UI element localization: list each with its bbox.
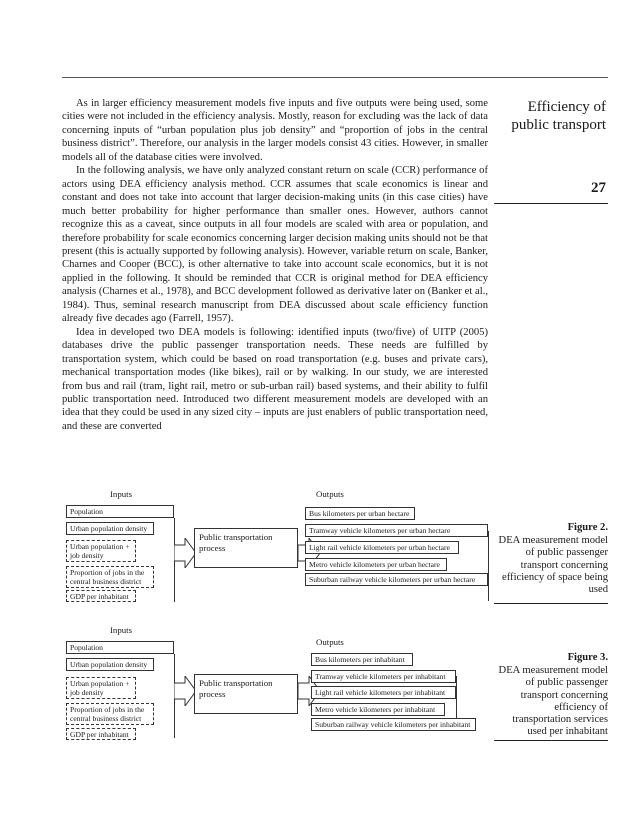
- fig3-arrow-in: [174, 676, 196, 706]
- figure-3-label: Figure 3.: [567, 652, 608, 663]
- fig2-input-gdp: GDP per inhabitant: [66, 590, 136, 602]
- fig3-input-population: Population: [66, 641, 174, 654]
- fig2-arrow-in: [174, 538, 196, 568]
- fig3-input-jobs-cbd: Proportion of jobs in the central business district: [66, 703, 154, 725]
- page-number: 27: [591, 180, 606, 196]
- figure-2-caption: DEA measurement model of public passenger transport concerning efficiency of space being used: [498, 535, 608, 596]
- fig3-input-gdp: GDP per inhabitant: [66, 728, 136, 740]
- paragraph-3: Idea in developed two DEA models is following: identified inputs (two/five) of UITP (2005) databases drive the public passenger transportation needs. These needs are fulfilled by transportation system, which could be based on road transportation (e.g. buses and private cars), mechanical transportation modes (like bikes), rail or by walking. In our study, we are interested from bus and rail (tram, light rail, metro or sub-urban rail) based systems, and their ability to fulfil public transportation need. Introduced two different measurement models are developed with an idea that they could be used in any sized city – inputs are just enablers of public transportation need, and these are converted: [62, 326, 488, 432]
- fig2-output-suburban: Suburban railway vehicle kilometers per urban hectare: [305, 573, 488, 586]
- paragraph-1: As in larger efficiency measurement models five inputs and five outputs were being used, some cities were not included in the efficiency analysis. Mostly, reason for excluding was the lack of data concerning inputs of “urban population plus job density” and “proportion of jobs in the central business district”. Therefore, our analysis in the larger models consist 43 cities. However, in smaller models all of the database cities were involved.: [62, 98, 488, 163]
- paragraph-2: In the following analysis, we have only analyzed constant return on scale (CCR) performance of actors using DEA efficiency analysis method. CCR assumes that scale economics is linear and constant and does not take into account that larger decision-making units (in this case cities) have much better probability for higher performance than smaller ones. However, authors cannot recognize this as a caveat, since outputs in all four models are scaled with area or population, and therefore probability for scale economics concerning larger decision making units should not be that present (this is actually supported by following analysis). However, variable return on scale, Banker, Charnes and Cooper (BCC), is other alternative to take into account scale economics, but it is not applied in the following. It should be reminded that CCR is original method for DEA efficiency analysis (Charnes et al., 1978), and BCC development followed as derivative later on (Banker et al., 1984). Thus, seminal research manuscript from DEA discussed about scale efficiency function already five decades ago (Farrell, 1957).: [62, 165, 489, 325]
- header-rule: [62, 77, 608, 78]
- fig2-input-urban-job-density: Urban population + job density: [66, 540, 136, 562]
- figure-2-rule: [494, 603, 608, 604]
- running-title: Efficiency of public transport: [511, 99, 606, 133]
- fig2-output-bus: Bus kilometers per urban hectare: [305, 507, 415, 520]
- figure-2-caption-block: [494, 522, 608, 596]
- fig3-inputs-heading: Inputs: [110, 625, 132, 635]
- fig3-output-bus: Bus kilometers per inhabitant: [311, 653, 413, 666]
- fig2-outputs-heading: Outputs: [316, 489, 344, 499]
- fig2-input-population: Population: [66, 505, 174, 518]
- figure-3-caption-block: [494, 652, 608, 738]
- fig2-output-light-rail: Light rail vehicle kilometers per urban hectare: [305, 541, 459, 554]
- fig3-output-metro: Metro vehicle kilometers per inhabitant: [311, 703, 445, 716]
- figure-2-label: Figure 2.: [567, 522, 608, 533]
- fig3-input-urban-job-density: Urban population + job density: [66, 677, 136, 699]
- fig3-output-light-rail: Light rail vehicle kilometers per inhabitant: [311, 686, 456, 699]
- fig2-output-tramway: Tramway vehicle kilometers per urban hectare: [305, 524, 488, 537]
- fig3-process: Public transportation process: [194, 674, 298, 714]
- figure-3-caption: DEA measurement model of public passenger transport concerning efficiency of transportation services used per inhabitant: [498, 665, 608, 738]
- fig2-inputs-heading: Inputs: [110, 489, 132, 499]
- side-rule: [494, 203, 608, 204]
- fig3-input-urban-density: Urban population density: [66, 658, 154, 671]
- figure-3-rule: [494, 740, 608, 741]
- fig3-outputs-heading: Outputs: [316, 637, 344, 647]
- fig2-input-urban-density: Urban population density: [66, 522, 154, 535]
- fig3-output-connector: [456, 676, 457, 718]
- fig3-output-tramway: Tramway vehicle kilometers per inhabitant: [311, 670, 456, 683]
- fig2-output-metro: Metro vehicle kilometers per urban hectare: [305, 558, 447, 571]
- fig2-process: Public transportation process: [194, 528, 298, 568]
- fig2-output-connector: [488, 531, 489, 601]
- fig2-input-jobs-cbd: Proportion of jobs in the central business district: [66, 566, 154, 588]
- body-text: [62, 97, 488, 433]
- fig3-output-suburban: Suburban railway vehicle kilometers per inhabitant: [311, 718, 476, 731]
